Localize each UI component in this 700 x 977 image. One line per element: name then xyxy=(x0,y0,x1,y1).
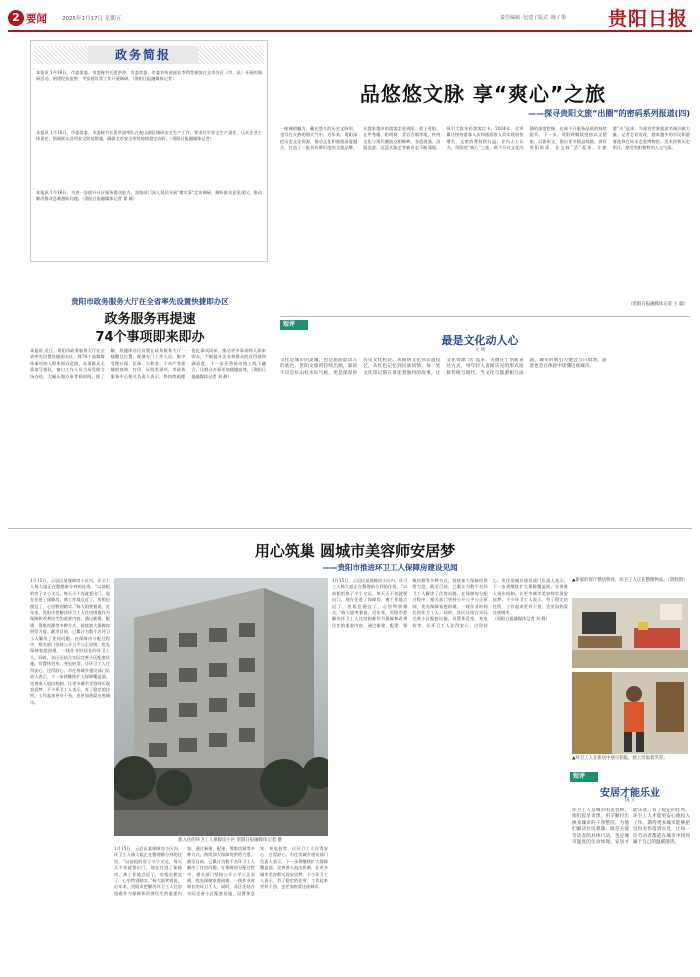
section-name: 要闻 xyxy=(26,13,47,25)
feature-subtitle: ——贵阳市推进环卫工人保障房建设见闻 xyxy=(322,563,458,572)
story-body: 本报讯 近日，贵阳市政务服务大厅在全省率先设置快捷即办区，将74个高频简单事项纳入即来即办范围，办事群众无需取号排队，窗口工作人员当场受理当场办结，大幅压缩办事等候时间。据了解，快捷即办区设置在政务服务大厅一楼醒目位置，配备专门工作人员，集中受理社保、医保、公积金、不动产等领域的查询、打印、证明类事项。市政务服务中心相关负责人表示，将持续梳理优化事项清单，推动更多事项纳入即来即办，不断提升企业和群众的获得感和满意度。下一步还将推动线上线下融合，让群众办事更加便捷高效。（贵阳日报融媒体记者 刘 静） xyxy=(30,348,266,379)
brief-item: 本报讯 1月16日，市委常委、市委秘书长贺洪涛、市委常委、市委宣传部部长李利等参加在全市各区（市、县）开展的调研活动，围绕纪检监察、平安建设等工作开展调研。（贵阳日报融媒体记者） xyxy=(36,70,262,82)
essay-tag: 短评 xyxy=(570,772,598,782)
essay-body: 文化是城市的灵魂，也是旅游最动人的底色。贵阳文旅的持续出圈，靠的不仅是好山好水好气候，更是深厚的历史文化积淀。从阳明文化到非遗技艺，从红色记忆到民族风情，每一处文化印记都在讲述着独特的故事。让文化资源“活”起来，关键在于创新表达方式，用年轻人喜闻乐见的形式连接传统与现代。当文化与旅游相互成就，城市的吸引力便会与日俱增，游客也会在体验中读懂这座城市。 xyxy=(280,358,607,376)
feature-headline: 用心筑巢 圆城市美容师安居梦 xyxy=(254,542,456,560)
story-headline-1: 政务服务再提速 xyxy=(104,312,196,327)
brief-item: 本报讯 1月16日，市委常委、市委秘书长贺洪涛率队在观山湖区调研安全生产工作，要求扛牢安全生产责任，压实企业主体责任，抓细抓实各项安全防范措施，确保全市安全形势持续稳定向好。（贵阳日报融媒体记者） xyxy=(36,130,262,142)
building-illustration xyxy=(114,578,328,836)
feature-body-col2: 1月15日，云岩区某保障房小区内，环卫工人杨大姐正在整理新分到的住房。“以前租的房子又小又远，每天天不亮就要出门，现在住进了保障房，离工作地点近了，房租也便宜了，心里特别踏实。”杨大姐笑着说。近年来，贵阳市把解决环卫工人住房困难作为保障和改善民生的重要内容，通过新建、配建、筹集房源等多种方式，持续加大保障房供给力度。截至目前，已累计为数千名环卫工人解决了住房问题。在保障房分配过程中，相关部门坚持公开公平公正原则，优先保障家庭困难、一线作业时间长的环卫工人。同时，各区还结合实际完善小区配套设施，设置休息室、充电桩等，让环卫工人住得安心、过得舒心。市住房城乡建设部门负责人表示，下一步将继续扩大保障覆盖面，完善准入退出机制，让更多城市美容师实现安居梦。不少环卫工人表示，有了稳定的住所，工作起来更有干劲，也更加热爱这座城市。 xyxy=(114,846,328,896)
feature-body-col1: 1月15日，云岩区某保障房小区内，环卫工人杨大姐正在整理新分到的住房。“以前租的房子又小又远，每天天不亮就要出门，现在住进了保障房，离工作地点近了，房租也便宜了，心里特别踏实。”杨大姐笑着说。近年来，贵阳市把解决环卫工人住房困难作为保障和改善民生的重要内容，通过新建、配建、筹集房源等多种方式，持续加大保障房供给力度。截至目前，已累计为数千名环卫工人解决了住房问题。在保障房分配过程中，相关部门坚持公开公平公正原则，优先保障家庭困难、一线作业时间长的环卫工人。同时，各区还结合实际完善小区配套设施，设置休息室、充电桩等，让环卫工人住得安心、过得舒心。市住房城乡建设部门负责人表示，下一步将继续扩大保障覆盖面，完善准入退出机制，让更多城市美容师实现安居梦。不少环卫工人表示，有了稳定的住所，工作起来更有干劲，也更加热爱这座城市。 xyxy=(30,578,110,705)
building-photo xyxy=(114,578,328,836)
essay-author: 钱 立 xyxy=(624,798,636,803)
worker-photo-caption: ▲环卫工人在新居中展示钥匙，脸上洋溢着笑容。 xyxy=(572,756,668,761)
lead-body: 一座城的魅力，藏在悠久的历史文脉里，也写在火热的烟火气中。近年来，贵阳深挖历史文化资源，推动文化和旅游深度融合，打造了一批具有辨识度的文旅品牌，让越来越多的游客走进贵阳、爱上贵阳。在甲秀楼、阳明祠、青岩古镇等地，传统文化与现代潮流交相辉映，非遗展演、汉服巡游、沉浸式演艺等新业态不断涌现，吸引大批年轻游客打卡。2024年，全市累计接待游客人次和旅游收入均实现较快增长，文旅消费持续升温。业内人士认为，贵阳的“爽心”之旅，离不开对文化内涵的深度挖掘，也离不开服务品质的持续提升。下一步，贵阳将继续坚持以文塑旅、以旅彰文，推出更多精品线路，讲好贵阳故事，让文脉“活”起来、让旅游“火”起来，为建设世界旅游名城贡献力量。记者走访发现，越来越多的市民和游客选择在周末走进博物馆、美术馆和历史街区，感受贵阳独特的人文气质。 xyxy=(280,126,690,151)
newspaper-logo: 贵阳日报 xyxy=(608,8,689,30)
story-kicker: 贵阳市政务服务大厅在全省率先设置快捷即办区 xyxy=(71,297,229,306)
page-number: 2 xyxy=(8,10,24,26)
brief-item: 本报讯 1月16日，为进一步提升社区服务群众能力，各级部门深入基层开展"微实事"走访调研，倾听群众意见建议，推动解决群众急难愁盼问题。（贵阳日报融媒体记者 翟 颖） xyxy=(36,190,262,202)
issue-date: 2025年1月17日 星期五 xyxy=(62,16,122,22)
lead-subtitle: ——探寻贵阳文旅“出圈”的密码系列报道(四) xyxy=(528,109,690,118)
essay-title: 安居才能乐业 xyxy=(600,788,660,799)
essay-title: 最是文化动人心 xyxy=(441,334,519,347)
briefs-title: 政务简报 xyxy=(88,46,198,64)
editor-credits: 责任编辑 ·包建 / 版式 ·陈 / 策 xyxy=(500,15,567,21)
room-photo xyxy=(572,598,688,668)
essay-author: 大 风 xyxy=(474,348,486,353)
header-rule xyxy=(8,30,692,32)
essay-body: 环卫工人是城市的美容师，他们起早贪黑，用辛勤付出换来城市的干净整洁。为他们解决住房难题，既是关爱劳动者的具体行动，也是城市温度的生动体现。安居才能乐业，有了稳定的住所，环卫工人才能更安心地投入工作。期待更多城市能够把这份关怀落到实处，让每一位劳动者都能在城市中找到属于自己的温暖港湾。 xyxy=(572,808,690,846)
feature-body-col3: 1月15日，云岩区某保障房小区内，环卫工人杨大姐正在整理新分到的住房。“以前租的房子又小又远，每天天不亮就要出门，现在住进了保障房，离工作地点近了，房租也便宜了，心里特别踏实。”杨大姐笑着说。近年来，贵阳市把解决环卫工人住房困难作为保障和改善民生的重要内容，通过新建、配建、筹集房源等多种方式，持续加大保障房供给力度。截至目前，已累计为数千名环卫工人解决了住房问题。在保障房分配过程中，相关部门坚持公开公平公正原则，优先保障家庭困难、一线作业时间长的环卫工人。同时，各区还结合实际完善小区配套设施，设置休息室、充电桩等，让环卫工人住得安心、过得舒心。市住房城乡建设部门负责人表示，下一步将继续扩大保障覆盖面，完善准入退出机制，让更多城市美容师实现安居梦。不少环卫工人表示，有了稳定的住所，工作起来更有干劲，也更加热爱这座城市。 （贵阳日报融媒体记者 刘 静） xyxy=(332,578,568,628)
building-photo-caption: 新入住的环卫工人保障房小区 贵阳日报融媒体记者 摄 xyxy=(178,838,282,843)
lead-byline: （贵阳日报融媒体记者 王 聪） xyxy=(628,302,688,307)
page-header xyxy=(0,0,700,32)
lead-headline: 品悠悠文脉 享“爽心”之旅 xyxy=(359,82,607,106)
essay-tag: 短评 xyxy=(280,320,308,330)
worker-illustration xyxy=(572,672,688,754)
room-illustration xyxy=(572,598,688,668)
story-headline-2: 74个事项即来即办 xyxy=(95,330,205,345)
room-photo-caption: ▲新家的客厅整洁明亮，环卫工人正在整理物品。（资料图） xyxy=(572,578,688,583)
essay-divider xyxy=(280,316,690,317)
feature-divider xyxy=(8,528,692,529)
worker-photo xyxy=(572,672,688,754)
